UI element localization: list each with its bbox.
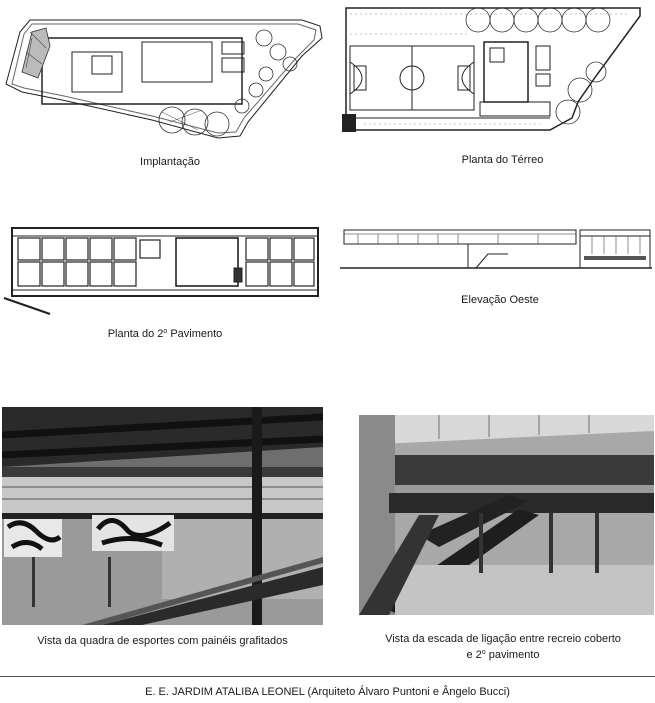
sports-court-photo [2, 407, 323, 625]
second-floor-plan-drawing [2, 218, 327, 318]
west-elevation-caption: Elevação Oeste [461, 294, 539, 306]
ground-floor-plan-drawing [340, 6, 652, 141]
second-floor-plan-caption: Planta do 2$^o$ Pavimento [107, 328, 223, 340]
stair-connection-caption: Vista da escada de ligação entre recreio coberto e 2$^o$ pavimento [385, 633, 621, 661]
footer-divider [0, 676, 655, 677]
sports-court-caption: Vista da quadra de esportes com painéis grafitados [37, 635, 288, 647]
ground-floor-plan-caption: Planta do Térreo [461, 154, 544, 166]
site-plan-drawing [2, 12, 327, 142]
west-elevation-drawing [338, 224, 654, 272]
stair-connection-photo [359, 415, 654, 615]
site-plan-caption: Implantação [140, 156, 200, 168]
footer-title: E. E. JARDIM ATALIBA LEONEL (Arquiteto Álvaro Puntoni e Ângelo Bucci) [145, 686, 510, 698]
